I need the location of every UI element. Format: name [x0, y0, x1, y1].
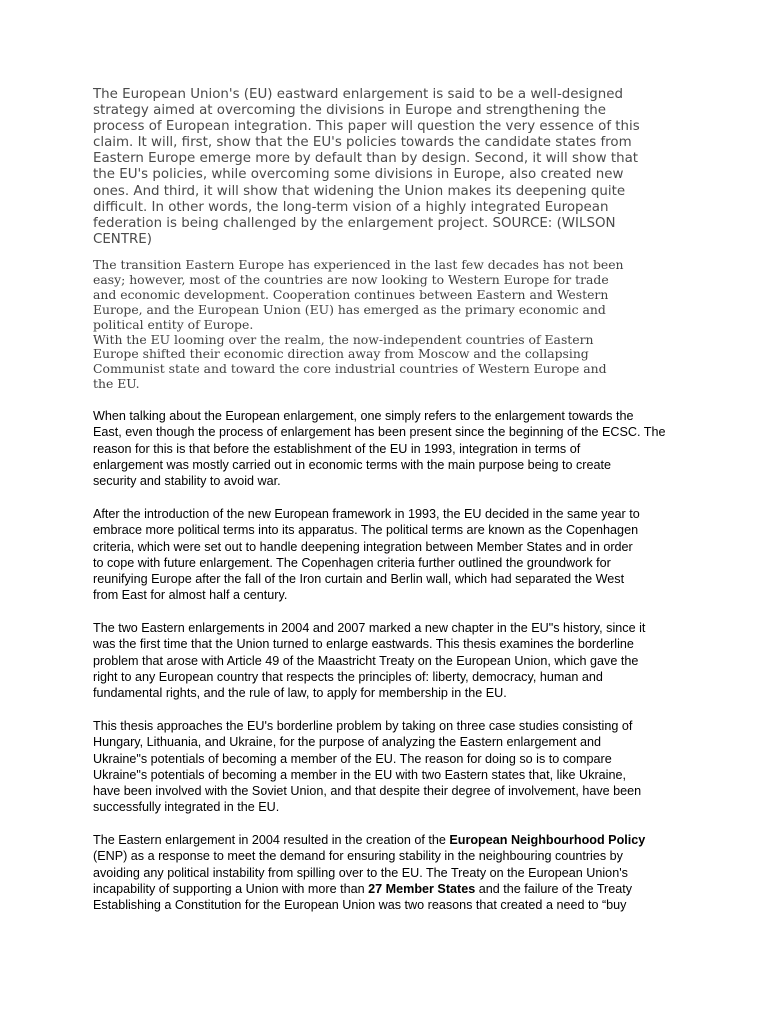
text-line: (ENP) as a response to meet the demand for ensuring stability in the neighbouring countries by: [93, 849, 623, 864]
text-line: strategy aimed at overcoming the divisions in Europe and strengthening the: [93, 103, 606, 119]
text-line: easy; however, most of the countries are now looking to Western Europe for trade: [93, 271, 609, 287]
paragraph-case-studies: [93, 718, 641, 816]
text-line: criteria, which were set out to handle deepening integration between Member States and in order: [93, 539, 633, 554]
paragraph-intro-wilson-centre: [93, 87, 640, 248]
text-line: This thesis approaches the EU's borderline problem by taking on three case studies consisting of: [93, 719, 633, 733]
text-line: from East for almost half a century.: [93, 588, 288, 603]
text-line: Hungary, Lithuania, and Ukraine, for the purpose of analyzing the Eastern enlargement and: [93, 735, 602, 750]
text-line: With the EU looming over the realm, the now-independent countries of Eastern: [93, 331, 594, 347]
text-line: reunifying Europe after the fall of the Iron curtain and Berlin wall, which had separated the West: [93, 572, 625, 587]
text-line: enlargement was mostly carried out in economic terms with the main purpose being to create: [93, 457, 611, 472]
text-line: CENTRE): [93, 231, 152, 247]
text-line: have been involved with the Soviet Union, and that despite their degree of involvement, have been: [93, 784, 642, 799]
text-line: right to any European country that respects the principles of: liberty, democracy, human and: [93, 669, 603, 684]
text-run: and the failure of the Treaty: [475, 881, 633, 896]
text-line: The two Eastern enlargements in 2004 and 2007 marked a new chapter in the EU"s history, since it: [93, 621, 646, 635]
text-line: the EU.: [93, 376, 140, 392]
paragraph-neighbourhood-policy: [93, 832, 645, 913]
text-line: claim. It will, first, show that the EU's policies towards the candidate states from: [93, 135, 632, 151]
text-line: Eastern Europe emerge more by default than by design. Second, it will show that: [93, 151, 639, 167]
text-line: reason for this is that before the establishment of the EU in 1993, integration in terms of: [93, 441, 581, 456]
text-line: When talking about the European enlargement, one simply refers to the enlargement towards the: [93, 409, 634, 423]
paragraph-eastern-transition: [93, 258, 624, 392]
text-line: Europe shifted their economic direction away from Moscow and the collapsing: [93, 346, 589, 362]
text-line: and economic development. Cooperation continues between Eastern and Western: [93, 286, 609, 302]
text-line: The European Union's (EU) eastward enlargement is said to be a well-designed: [93, 87, 623, 102]
text-line: Communist state and toward the core industrial countries of Western Europe and: [93, 361, 607, 377]
text-line: successfully integrated in the EU.: [93, 800, 280, 815]
text-line: avoiding any political instability from spilling over to the EU. The Treaty on the European Union's: [93, 865, 628, 880]
text-line: embrace more political terms into its apparatus. The political terms are known as the Copenhagen: [93, 523, 639, 538]
text-line: [93, 832, 645, 848]
text-line: Ukraine"s potentials of becoming a member in the EU with two Eastern states that, like Ukraine,: [93, 767, 626, 782]
text-line: security and stability to avoid war.: [93, 474, 281, 489]
text-line: ones. And third, it will show that widening the Union makes its deepening quite: [93, 183, 626, 199]
text-run: incapability of supporting a Union with more than: [93, 881, 369, 896]
text-run: The Eastern enlargement in 2004 resulted in the creation of the: [93, 833, 450, 847]
text-line: After the introduction of the new European framework in 1993, the EU decided in the same year to: [93, 507, 640, 521]
text-line: Europe, and the European Union (EU) has emerged as the primary economic and: [93, 301, 606, 317]
bold-term-member-states: 27 Member States: [368, 881, 476, 896]
text-line: was the first time that the Union turned to enlarge eastwards. This thesis examines the borderline: [93, 637, 634, 652]
text-line: [93, 881, 645, 897]
text-line: the EU's policies, while overcoming some divisions in Europe, also created new: [93, 167, 624, 183]
paragraph-copenhagen-criteria: [93, 506, 640, 604]
text-line: Ukraine"s potentials of becoming a member of the EU. The reason for doing so is to compare: [93, 751, 612, 766]
text-line: to cope with future enlargement. The Copenhagen criteria further outlined the groundwork for: [93, 555, 611, 570]
text-line: fundamental rights, and the rule of law, to apply for membership in the EU.: [93, 686, 507, 701]
text-line: East, even though the process of enlargement has been present since the beginning of the ECSC. The: [93, 425, 666, 440]
text-line: problem that arose with Article 49 of the Maastricht Treaty on the European Union, which gave the: [93, 653, 639, 668]
text-line: The transition Eastern Europe has experienced in the last few decades has not been: [93, 257, 624, 272]
text-line: Establishing a Constitution for the European Union was two reasons that created a need to “buy: [93, 898, 627, 913]
text-line: process of European integration. This paper will question the very essence of this: [93, 119, 640, 135]
text-line: federation is being challenged by the enlargement project. SOURCE: (WILSON: [93, 215, 616, 231]
paragraph-eastern-enlargements-2004-2007: [93, 620, 645, 701]
bold-term-enp: European Neighbourhood Policy: [449, 833, 646, 847]
text-line: political entity of Europe.: [93, 316, 254, 332]
paragraph-european-enlargement: [93, 408, 665, 489]
text-line: difficult. In other words, the long-term vision of a highly integrated European: [93, 199, 609, 215]
